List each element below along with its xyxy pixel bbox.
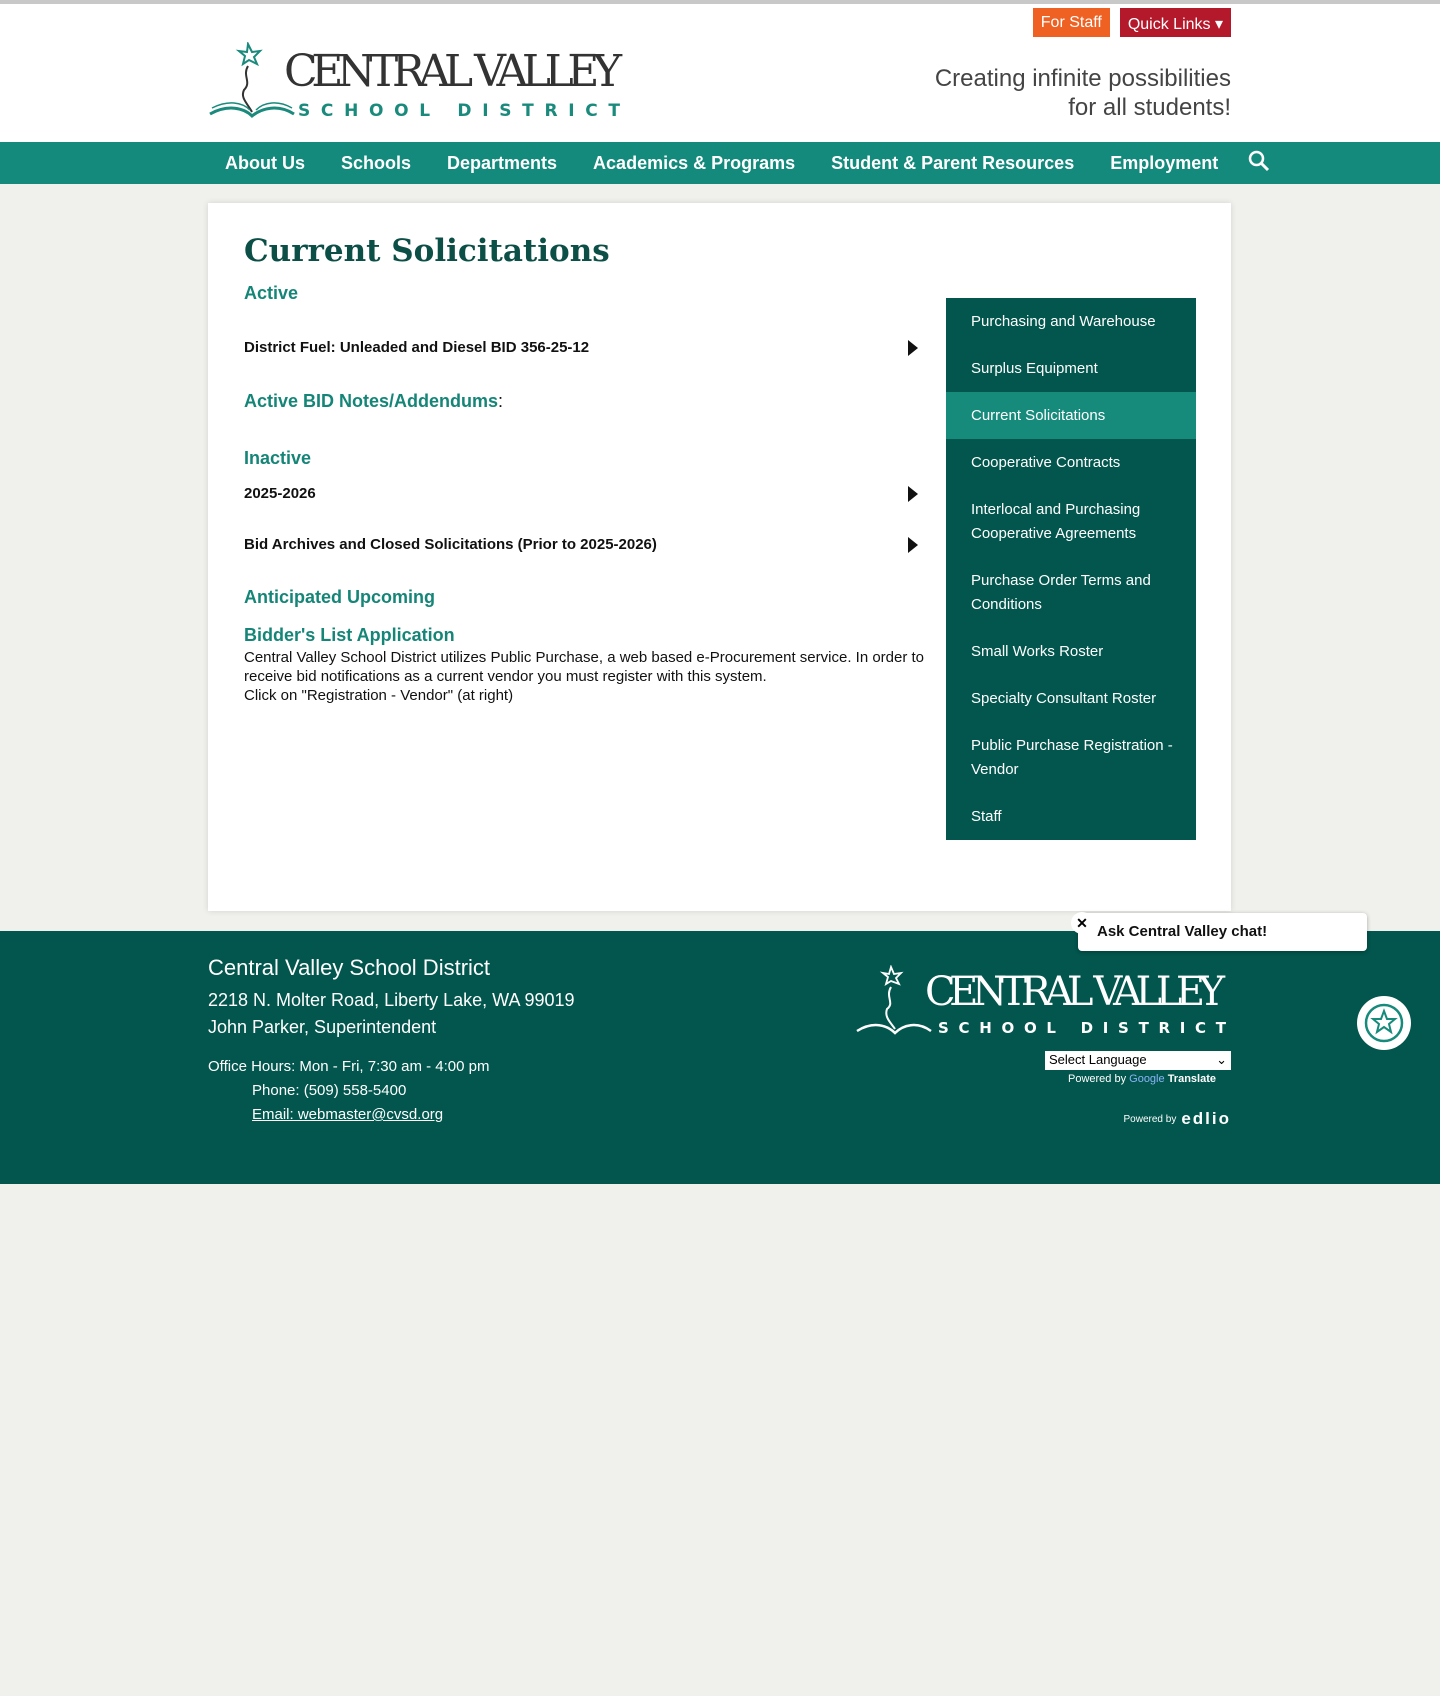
district-logo[interactable] <box>208 42 628 122</box>
sidebar-item-surplus-equipment[interactable]: Surplus Equipment <box>971 360 1098 377</box>
nav-schools[interactable]: Schools <box>341 152 412 173</box>
site-header <box>0 4 1440 142</box>
sidebar-item-current-solicitations[interactable]: Current Solicitations <box>946 392 1196 439</box>
close-chat-prompt-icon[interactable]: ✕ <box>1071 912 1093 934</box>
footer-address: 2218 N. Molter Road, Liberty Lake, WA 99019 <box>208 990 575 1010</box>
site-footer <box>0 931 1440 1184</box>
content-card <box>208 203 1231 911</box>
footer-superintendent: John Parker, Superintendent <box>208 1017 437 1037</box>
sidebar-item-public-purchase-registration[interactable]: Public Purchase Registration - Vendor <box>971 737 1173 778</box>
expand-arrow-icon <box>908 486 918 502</box>
nav-student-parent-resources[interactable]: Student & Parent Resources <box>831 152 1075 173</box>
nav-academics-programs[interactable]: Academics & Programs <box>593 152 796 173</box>
footer-phone: Phone: (509) 558-5400 <box>252 1082 407 1099</box>
sidebar-item-interlocal-agreements[interactable]: Interlocal and Purchasing Cooperative Agreements <box>971 501 1141 542</box>
accordion-2025-2026[interactable]: 2025-2026 <box>244 485 924 502</box>
accordion-bid-archives[interactable]: Bid Archives and Closed Solicitations (Prior to 2025-2026) <box>244 536 924 553</box>
sidebar-item-cooperative-contracts[interactable]: Cooperative Contracts <box>971 454 1121 471</box>
nav-employment[interactable]: Employment <box>1110 152 1219 173</box>
edlio-logo: edlio <box>1181 1109 1231 1128</box>
sidebar-nav <box>946 298 1196 840</box>
language-select[interactable]: Select Language ⌄ <box>1045 1051 1231 1070</box>
google-translate-credit: Powered by Google Translate <box>1067 1073 1216 1085</box>
for-staff-button[interactable]: For Staff <box>1033 8 1110 37</box>
expand-arrow-icon <box>908 537 918 553</box>
sidebar-item-specialty-consultant-roster[interactable]: Specialty Consultant Roster <box>971 690 1157 707</box>
footer-email-link[interactable]: Email: webmaster@cvsd.org <box>252 1106 444 1123</box>
sidebar-item-purchasing-warehouse[interactable]: Purchasing and Warehouse <box>971 313 1156 330</box>
chevron-down-icon: ⌄ <box>1216 1052 1227 1067</box>
search-icon[interactable] <box>1236 150 1282 177</box>
sidebar-item-po-terms[interactable]: Purchase Order Terms and Conditions <box>971 572 1151 613</box>
footer-district-name: Central Valley School District <box>208 955 491 980</box>
bid-notes-link[interactable]: Active BID Notes/Addendums <box>244 391 499 411</box>
svg-text:SCHOOL DISTRICT: SCHOOL DISTRICT <box>938 1019 1226 1037</box>
nav-about-us[interactable]: About Us <box>225 152 305 173</box>
quick-links-button[interactable]: Quick Links ▾ <box>1120 8 1231 37</box>
tagline: Creating infinite possibilities for all students! <box>934 65 1231 121</box>
footer-hours: Office Hours: Mon - Fri, 7:30 am - 4:00 pm <box>208 1058 490 1075</box>
svg-text:CENTRAL VALLEY: CENTRAL VALLEY <box>284 46 622 97</box>
nav-departments[interactable]: Departments <box>447 152 558 173</box>
svg-text:SCHOOL DISTRICT: SCHOOL DISTRICT <box>298 101 620 121</box>
page-title: Current Solicitations <box>244 233 610 269</box>
chat-prompt-bubble[interactable]: Ask Central Valley chat! <box>1078 913 1367 951</box>
sidebar-item-staff[interactable]: Staff <box>971 808 1002 825</box>
anticipated-upcoming-heading: Anticipated Upcoming <box>244 587 436 607</box>
bid-notes-heading: Active BID Notes/Addendums: <box>244 391 504 411</box>
chat-launcher-icon[interactable] <box>1357 996 1411 1050</box>
main-nav <box>0 142 1440 184</box>
expand-arrow-icon <box>908 340 918 356</box>
footer-logo[interactable] <box>855 965 1230 1037</box>
active-heading: Active <box>244 283 299 303</box>
inactive-heading: Inactive <box>244 448 312 468</box>
sidebar-item-small-works-roster[interactable]: Small Works Roster <box>971 643 1104 660</box>
bidders-list-heading: Bidder's List Application <box>244 625 455 645</box>
svg-text:CENTRAL VALLEY: CENTRAL VALLEY <box>925 969 1225 1015</box>
edlio-credit[interactable]: Powered by edlio <box>1123 1109 1231 1128</box>
accordion-district-fuel[interactable]: District Fuel: Unleaded and Diesel BID 356-25-12 <box>244 339 924 356</box>
bidders-description: Central Valley School District utilizes Public Purchase, a web based e-Procurement service. In order to receive bid notifications as a current vendor you must register with this system. Click on "Registration - Vendor" (at right) <box>244 649 925 704</box>
